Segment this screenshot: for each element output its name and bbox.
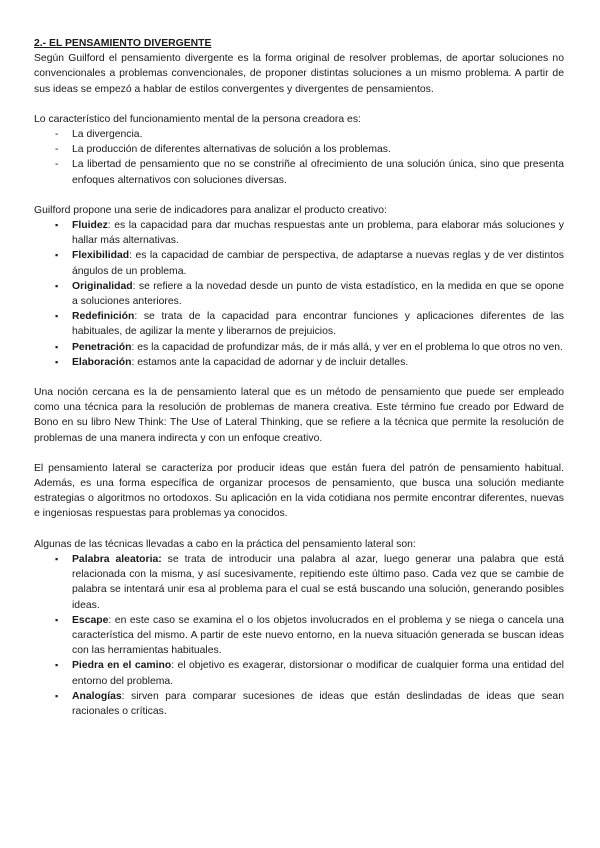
term-description: : es la capacidad de cambiar de perspectiva, de adaptarse a nuevas reglas y de ver distintos ángulos de un problema.	[72, 250, 564, 277]
list-item	[34, 218, 564, 248]
lateral-features-paragraph: El pensamiento lateral se caracteriza por producir ideas que están fuera del patrón de pensamiento habitual. Además, es una forma específica de organizar procesos de pensamiento, que busca una solución mediante estrategias o algoritmos no ortodoxos. Su aplicación en la vida cotidiana nos permite encontrar diferentes, nuevas e ingeniosas respuestas para problemas ya conocidos.	[34, 462, 564, 520]
list-item	[34, 658, 564, 688]
list-item	[34, 689, 564, 719]
techniques-list	[34, 552, 564, 719]
spacer	[34, 370, 564, 385]
list-item	[34, 340, 564, 355]
term-label: Escape	[72, 614, 109, 626]
list-item: - La libertad de pensamiento que no se constriñe al ofrecimiento de una solución única, sino que presenta enfoques alternativos con soluciones diversas.	[34, 157, 564, 187]
indicators-list	[34, 218, 564, 370]
spacer	[34, 97, 564, 112]
characteristics-lead: Lo característico del funcionamiento mental de la persona creadora es:	[34, 113, 361, 125]
list-item	[34, 355, 564, 370]
spacer	[34, 188, 564, 203]
term-label: Piedra en el camino	[72, 660, 172, 672]
term-label: Penetración	[72, 341, 132, 353]
term-description: : estamos ante la capacidad de adornar y de incluir detalles.	[131, 356, 409, 368]
term-label: Palabra aleatoria:	[72, 553, 162, 565]
spacer	[34, 446, 564, 461]
list-item	[34, 309, 564, 339]
intro-paragraph: Según Guilford el pensamiento divergente es la forma original de resolver problemas, de aportar soluciones no convencionales a problemas convencionales, de proponer distintas soluciones a un mismo problema. A partir de sus ideas se empezó a hablar de estilos convergentes y divergentes de pensamientos.	[34, 53, 564, 95]
list-item	[34, 248, 564, 278]
term-label: Originalidad	[72, 280, 133, 292]
term-description: : el objetivo es exagerar, distorsionar o modificar de cualquier forma una entidad del entorno del problema.	[72, 660, 564, 687]
term-description: : en este caso se examina el o los objetos involucrados en el problema y se niega o cancela una característica del mismo. A partir de este nuevo entorno, en la nueva situación generada se buscan ideas con las herramientas habituales.	[72, 614, 564, 657]
list-item	[34, 613, 564, 659]
techniques-lead: Algunas de las técnicas llevadas a cabo en la práctica del pensamiento lateral son:	[34, 538, 416, 550]
term-label: Redefinición	[72, 311, 135, 323]
section-heading: 2.- EL PENSAMIENTO DIVERGENTE	[34, 38, 212, 49]
spacer	[34, 522, 564, 537]
document-page	[34, 36, 564, 719]
characteristics-list	[34, 127, 564, 188]
term-description: : es la capacidad para dar muchas respuestas ante un problema, para elaborar más soluciones y hallar más alternativas.	[72, 220, 564, 247]
term-description: : se trata de la capacidad para encontrar funciones y aplicaciones diferentes de las habituales, de agilizar la mente y liberarnos de prejuicios.	[72, 311, 564, 338]
list-item: - La producción de diferentes alternativas de solución a los problemas.	[34, 142, 564, 157]
indicators-lead: Guilford propone una serie de indicadores para analizar el producto creativo:	[34, 204, 387, 216]
lateral-intro-paragraph: Una noción cercana es la de pensamiento lateral que es un método de pensamiento que puede ser empleado como una técnica para la resolución de problemas de manera creativa. Este término fue creado por Edward de Bono en su libro New Think: The Use of Lateral Thinking, que se refiere a la técnica que permite la resolución de problemas de una manera indirecta y con un enfoque creativo.	[34, 387, 564, 444]
term-description: se trata de introducir una palabra al azar, luego generar una palabra que está relacionada con la misma, y así sucesivamente, repitiendo este último paso. Cada vez que se cambie de palabra se intentará unir esa al problema para el cual se está buscando una solución, generando posibles ideas.	[72, 553, 564, 611]
list-item	[34, 279, 564, 309]
term-label: Elaboración	[72, 356, 132, 368]
term-label: Flexibilidad	[72, 250, 130, 262]
term-description: : es la capacidad de profundizar más, de ir más allá, y ver en el problema lo que otros no ven.	[131, 341, 563, 353]
term-description: : se refiere a la novedad desde un punto de vista estadístico, en la medida en que se opone a soluciones anteriores.	[72, 280, 564, 308]
term-label: Analogías	[72, 690, 122, 702]
term-description: : sirven para comparar sucesiones de ideas que están deslindadas de ideas que sean racionales o críticas.	[72, 690, 564, 717]
list-item	[34, 552, 564, 613]
list-item: - La divergencia.	[34, 127, 564, 142]
term-label: Fluidez	[72, 220, 108, 232]
